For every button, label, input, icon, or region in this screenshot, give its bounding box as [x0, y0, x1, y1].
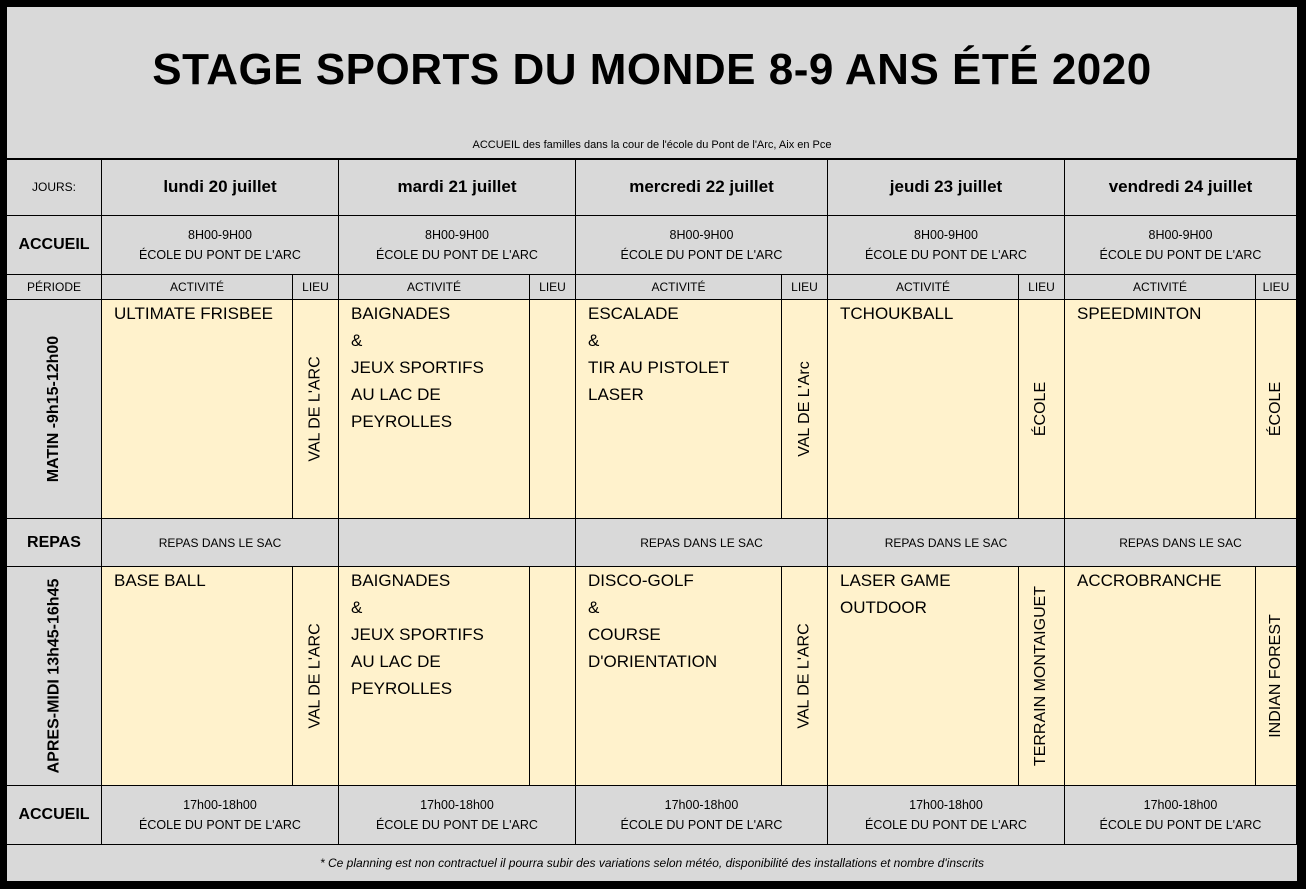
page-subtitle: ACCUEIL des familles dans la cour de l'école du Pont de l'Arc, Aix en Pce [472, 139, 832, 151]
accueil-evening-cell [576, 786, 828, 845]
activity-line: BASE BALL [114, 571, 206, 590]
lieu-cell [782, 300, 828, 519]
activite-label: ACTIVITÉ [406, 280, 461, 294]
schedule-frame [7, 7, 1297, 881]
activity-cell [828, 567, 1019, 786]
accueil-place: ÉCOLE DU PONT DE L'ARC [620, 248, 783, 262]
day-label: lundi 20 juillet [163, 177, 277, 196]
activity-line: LASER [588, 385, 644, 404]
day-header [339, 159, 576, 216]
day-header [576, 159, 828, 216]
accueil-time: 17h00-18h00 [183, 798, 257, 812]
activity-cell [102, 567, 293, 786]
accueil-morning-cell [102, 216, 339, 275]
repas-value: REPAS DANS LE SAC [640, 535, 763, 550]
activite-label: ACTIVITÉ [1132, 280, 1187, 294]
accueil-evening-label-cell [7, 786, 102, 845]
page-title: STAGE SPORTS DU MONDE 8-9 ANS ÉTÉ 2020 [152, 44, 1152, 94]
periode-label-cell [7, 275, 102, 300]
activite-header [576, 275, 782, 300]
accueil-label: ACCUEIL [18, 806, 90, 823]
accueil-label: ACCUEIL [18, 236, 90, 253]
lieu-label: LIEU [539, 280, 566, 294]
day-header [828, 159, 1065, 216]
accueil-place: ÉCOLE DU PONT DE L'ARC [865, 818, 1027, 832]
lieu-label: LIEU [791, 280, 818, 294]
day-header [1065, 159, 1297, 216]
repas-cell [576, 519, 828, 567]
lieu-cell [293, 567, 339, 786]
lieu-cell [1256, 300, 1297, 519]
activite-label: ACTIVITÉ [169, 280, 224, 294]
accueil-place: ÉCOLE DU PONT DE L'ARC [865, 248, 1027, 262]
activity-cell [1065, 567, 1256, 786]
lieu-cell [782, 567, 828, 786]
activity-cell [576, 567, 782, 786]
lieu-value: VAL DE L'ARC [306, 623, 324, 729]
activity-line: TIR AU PISTOLET [588, 358, 730, 377]
lieu-value: INDIAN FOREST [1267, 614, 1284, 738]
activity-line: & [351, 331, 363, 350]
lieu-label: LIEU [302, 280, 329, 294]
activity-line: & [351, 598, 363, 617]
activity-line: DISCO-GOLF [588, 571, 694, 590]
accueil-place: ÉCOLE DU PONT DE L'ARC [620, 818, 783, 832]
activity-line: LASER GAME [840, 571, 951, 590]
lieu-value: VAL DE L'Arc [795, 361, 813, 457]
activite-header [1065, 275, 1256, 300]
lieu-header [782, 275, 828, 300]
activity-cell [828, 300, 1019, 519]
matin-label-cell [7, 300, 102, 519]
accueil-place: ÉCOLE DU PONT DE L'ARC [1099, 248, 1262, 262]
activite-label: ACTIVITÉ [651, 280, 706, 294]
apres-label-cell [7, 567, 102, 786]
accueil-time: 17h00-18h00 [909, 798, 983, 812]
periode-label: PÉRIODE [26, 280, 81, 294]
day-label: mercredi 22 juillet [629, 177, 774, 196]
activity-line: PEYROLLES [351, 412, 453, 431]
accueil-time: 8H00-9H00 [669, 228, 734, 242]
activity-cell [1065, 300, 1256, 519]
accueil-place: ÉCOLE DU PONT DE L'ARC [376, 818, 538, 832]
activite-header [102, 275, 293, 300]
activite-label: ACTIVITÉ [895, 280, 950, 294]
lieu-header [1256, 275, 1297, 300]
repas-value: REPAS DANS LE SAC [158, 535, 282, 550]
day-header [102, 159, 339, 216]
activity-line: JEUX SPORTIFS [351, 358, 484, 377]
lieu-cell [293, 300, 339, 519]
jours-label-cell [7, 159, 102, 216]
day-label: vendredi 24 juillet [1108, 177, 1253, 196]
lieu-cell [1256, 567, 1297, 786]
accueil-morning-cell [1065, 216, 1297, 275]
activite-header [828, 275, 1019, 300]
lieu-value: VAL DE L'ARC [306, 356, 324, 462]
lieu-label: LIEU [1028, 280, 1055, 294]
lieu-cell [1019, 567, 1065, 786]
repas-label: REPAS [27, 533, 81, 551]
accueil-place: ÉCOLE DU PONT DE L'ARC [139, 818, 301, 832]
activity-line: ACCROBRANCHE [1077, 571, 1222, 590]
activity-line: & [588, 598, 600, 617]
matin-label: MATIN -9h15-12h00 [45, 335, 62, 483]
accueil-time: 8H00-9H00 [188, 228, 252, 242]
repas-cell [1065, 519, 1297, 567]
lieu-value: ÉCOLE [1267, 381, 1284, 437]
lieu-value: TERRAIN MONTAIGUET [1032, 585, 1050, 767]
activity-line: SPEEDMINTON [1077, 304, 1202, 323]
repas-label-cell [7, 519, 102, 567]
activity-line: JEUX SPORTIFS [351, 625, 484, 644]
activity-line: D'ORIENTATION [588, 652, 718, 671]
grid-top-line [7, 159, 1297, 160]
activity-line: AU LAC DE [351, 385, 441, 404]
footer-note: * Ce planning est non contractuel il pourra subir des variations selon météo, disponibilité des installations et nombre d'inscrits [320, 856, 984, 870]
activity-line: BAIGNADES [351, 571, 451, 590]
activity-cell [576, 300, 782, 519]
accueil-morning-cell [339, 216, 576, 275]
lieu-cell [1019, 300, 1065, 519]
activity-line: TCHOUKBALL [840, 304, 954, 323]
activity-cell [339, 567, 530, 786]
activity-line: OUTDOOR [840, 598, 927, 617]
accueil-time: 17h00-18h00 [420, 798, 494, 812]
activity-line: ESCALADE [588, 304, 679, 323]
accueil-place: ÉCOLE DU PONT DE L'ARC [376, 248, 538, 262]
accueil-place: ÉCOLE DU PONT DE L'ARC [1099, 818, 1262, 832]
activity-line: PEYROLLES [351, 679, 453, 698]
accueil-place: ÉCOLE DU PONT DE L'ARC [139, 248, 301, 262]
accueil-label-cell [7, 216, 102, 275]
activity-line: COURSE [588, 625, 661, 644]
footer-cell [7, 845, 1297, 881]
accueil-morning-cell [576, 216, 828, 275]
accueil-time: 8H00-9H00 [1148, 228, 1213, 242]
lieu-header [530, 275, 576, 300]
activity-line: ULTIMATE FRISBEE [114, 304, 274, 323]
lieu-cell [530, 300, 576, 519]
accueil-time: 17h00-18h00 [1143, 798, 1218, 812]
activity-cell [339, 300, 530, 519]
activity-line: & [588, 331, 600, 350]
day-label: mardi 21 juillet [397, 177, 517, 196]
activite-header [339, 275, 530, 300]
lieu-header [1019, 275, 1065, 300]
accueil-time: 17h00-18h00 [664, 798, 739, 812]
repas-cell [339, 519, 576, 567]
accueil-time: 8H00-9H00 [914, 228, 978, 242]
accueil-evening-cell [828, 786, 1065, 845]
day-label: jeudi 23 juillet [889, 177, 1003, 196]
repas-cell [828, 519, 1065, 567]
lieu-value: ÉCOLE [1032, 381, 1050, 437]
jours-label: JOURS: [31, 180, 76, 194]
apres-label: APRES-MIDI 13h45-16h45 [45, 578, 63, 774]
lieu-label: LIEU [1262, 280, 1290, 294]
lieu-cell [530, 567, 576, 786]
subtitle-cell [7, 132, 1297, 159]
accueil-morning-cell [828, 216, 1065, 275]
accueil-evening-cell [1065, 786, 1297, 845]
accueil-evening-cell [339, 786, 576, 845]
accueil-time: 8H00-9H00 [425, 228, 489, 242]
lieu-header [293, 275, 339, 300]
title-cell [7, 7, 1297, 132]
repas-value: REPAS DANS LE SAC [884, 535, 1008, 550]
activity-line: AU LAC DE [351, 652, 441, 671]
activity-cell [102, 300, 293, 519]
repas-value: REPAS DANS LE SAC [1119, 535, 1242, 550]
accueil-evening-cell [102, 786, 339, 845]
activity-line: BAIGNADES [351, 304, 451, 323]
lieu-value: VAL DE L'ARC [795, 623, 813, 729]
repas-cell [102, 519, 339, 567]
